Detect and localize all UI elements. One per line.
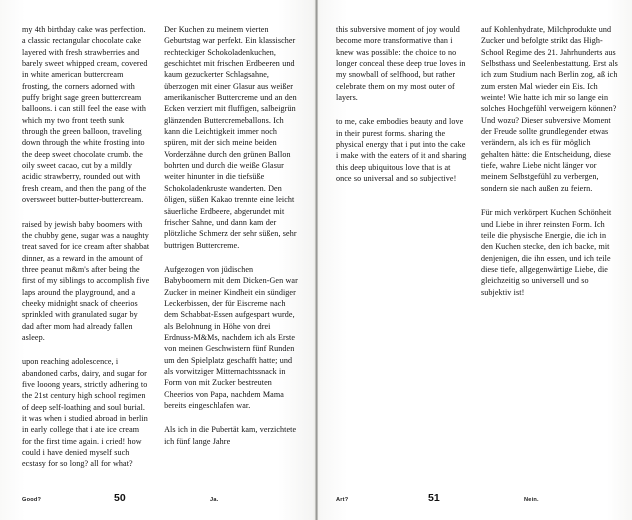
- paragraph: this subversive moment of joy would become more transformative than i knew was possible: the choice to no longer conceal these deep true loves in my snowball of selfhood, but rather celebrate them on my most outer of layers.: [336, 25, 466, 103]
- left-page-footer: [0, 492, 316, 506]
- paragraph: Der Kuchen zu meinem vierten Geburtstag war perfekt. Ein klassischer rechteckiger Schokoladenkuchen, geschichtet mit frischen Erdbeeren und kaum gezuckerter Schlagsahne, überzogen mit einer Glasur aus weißer amerikanischer Buttercreme und an den Ecken verziert mit fluffigen, salbeigrün glänzenden Buttercremeballons. Ich kann die Leichtigkeit immer noch spüren, mit der sich meine beiden Vorderzähne durch den grünen Ballon bohrten und durch die weiße Glasur weiter hinunter in die tiefsüße Schokoladenkruste wanderten. Den öligen, süßen Kakao trennte eine leicht säuerliche Erdbeere, abgerundet mit frischer Sahne, und dann kam der plötzliche Schmerz der sehr süßen, sehr buttrigen Buttercreme.: [164, 25, 297, 250]
- paragraph: auf Kohlenhydrate, Milchprodukte und Zucker und befolgte strikt das High-School Regime des 21. Jahrhunderts aus Selbsthass und Seelenbestattung. Erst als ich zum Studium nach Berlin zog, aß ich zum ersten Mal wieder ein Eis. Ich weinte! Wie hatte ich mir so lange ein solches Hochgefühl verweigern können? Und wozu? Dieser subversive Moment der Freude sollte grundlegender etwas verändern, als ich es für möglich gehalten hätte: die Entscheidung, diese tiefe, wahre Liebe nicht länger vor meinem Selbstgefühl zu verbergen, sondern sie nach außen zu feiern.: [481, 25, 618, 193]
- paragraph: Als ich in die Pubertät kam, verzichtete ich fünf lange Jahre: [164, 425, 297, 446]
- paragraph: upon reaching adolescence, i abandoned carbs, dairy, and sugar for five looong years, strictly adhering to the 21st century high school regimen of deep self-loathing and soul burial. it was when i studied abroad in berlin in early college that i ate ice cream for the first time again. i cried! how could i have denied myself such ecstasy for so long? all for what?: [22, 357, 148, 469]
- paragraph: my 4th birthday cake was perfection. a classic rectangular chocolate cake layered with fresh strawberries and barely sweet whipped cream, covered in white american buttercream frosting, the corners adorned with puffy bright sage green buttercream balloons. i can still feel the ease with which my two front teeth sunk through the green balloon, traveling down through the white frosting into the deep sweet chocolate crumb. the oily sweet cacao, cut by a mildly acidic strawberry, rounded out with fresh cream, and then the pang of the oversweet butter-butter-buttercream.: [22, 25, 148, 205]
- footer-running-text-translated: Nein.: [524, 497, 539, 503]
- book-gutter-fold: [315, 0, 318, 520]
- paragraph: Aufgezogen von jüdischen Babyboomern mit dem Dicken-Gen war Zucker in meiner Kindheit ein sündiger Leckerbissen, der für Eiscreme nach dem Schabbat-Essen aufgespart wurde, als Belohnung in Höhe von drei Erdnuss-M&Ms, nachdem ich als Erste von meinen Geschwistern fünf Runden um den Spielplatz geschafft hatte; und als vorwitziger Mitternachtssnack in Form von mit Zucker bestreuten Cheerios von Papa, nachdem Mama bereits eingeschlafen war.: [164, 264, 298, 410]
- paragraph: to me, cake embodies beauty and love in their purest forms. sharing the physical energy that i put into the cake i make with the eaters of it and sharing this deep ubiquitous love that is at once so universal and so subjective!: [336, 117, 467, 184]
- right-page-columns: [336, 24, 618, 472]
- paragraph: Für mich verkörpert Kuchen Schönheit und Liebe in ihrer reinsten Form. Ich teile die physische Energie, die ich in den Kuchen stecke, den ich backe, mit denjenigen, die ihn essen, und ich teile diese tiefe, allgegenwärtige Liebe, die gleichzeitig so universell und so subjektiv ist!: [481, 208, 612, 297]
- footer-running-text: Good?: [22, 497, 42, 503]
- left-page-columns: [22, 24, 298, 472]
- right-page-footer: [316, 492, 632, 506]
- page-number: 51: [428, 492, 440, 504]
- right-page: [316, 0, 632, 520]
- column-german-left: [164, 24, 298, 472]
- column-english-right: [336, 24, 467, 472]
- column-english-left: [22, 24, 150, 472]
- page-number: 50: [114, 492, 126, 504]
- footer-running-text-translated: Ja.: [210, 497, 219, 503]
- paragraph: raised by jewish baby boomers with the chubby gene, sugar was a naughty treat saved for ice cream after shabbat dinner, as a reward in the amount of three peanut m&m's after being the first of my siblings to accomplish five laps around the playground, and a cheeky midnight snack of cheerios sprinkled with granulated sugar by dad after mom had already fallen asleep.: [22, 219, 150, 342]
- footer-running-text: Art?: [336, 497, 349, 503]
- column-german-right: [481, 24, 618, 472]
